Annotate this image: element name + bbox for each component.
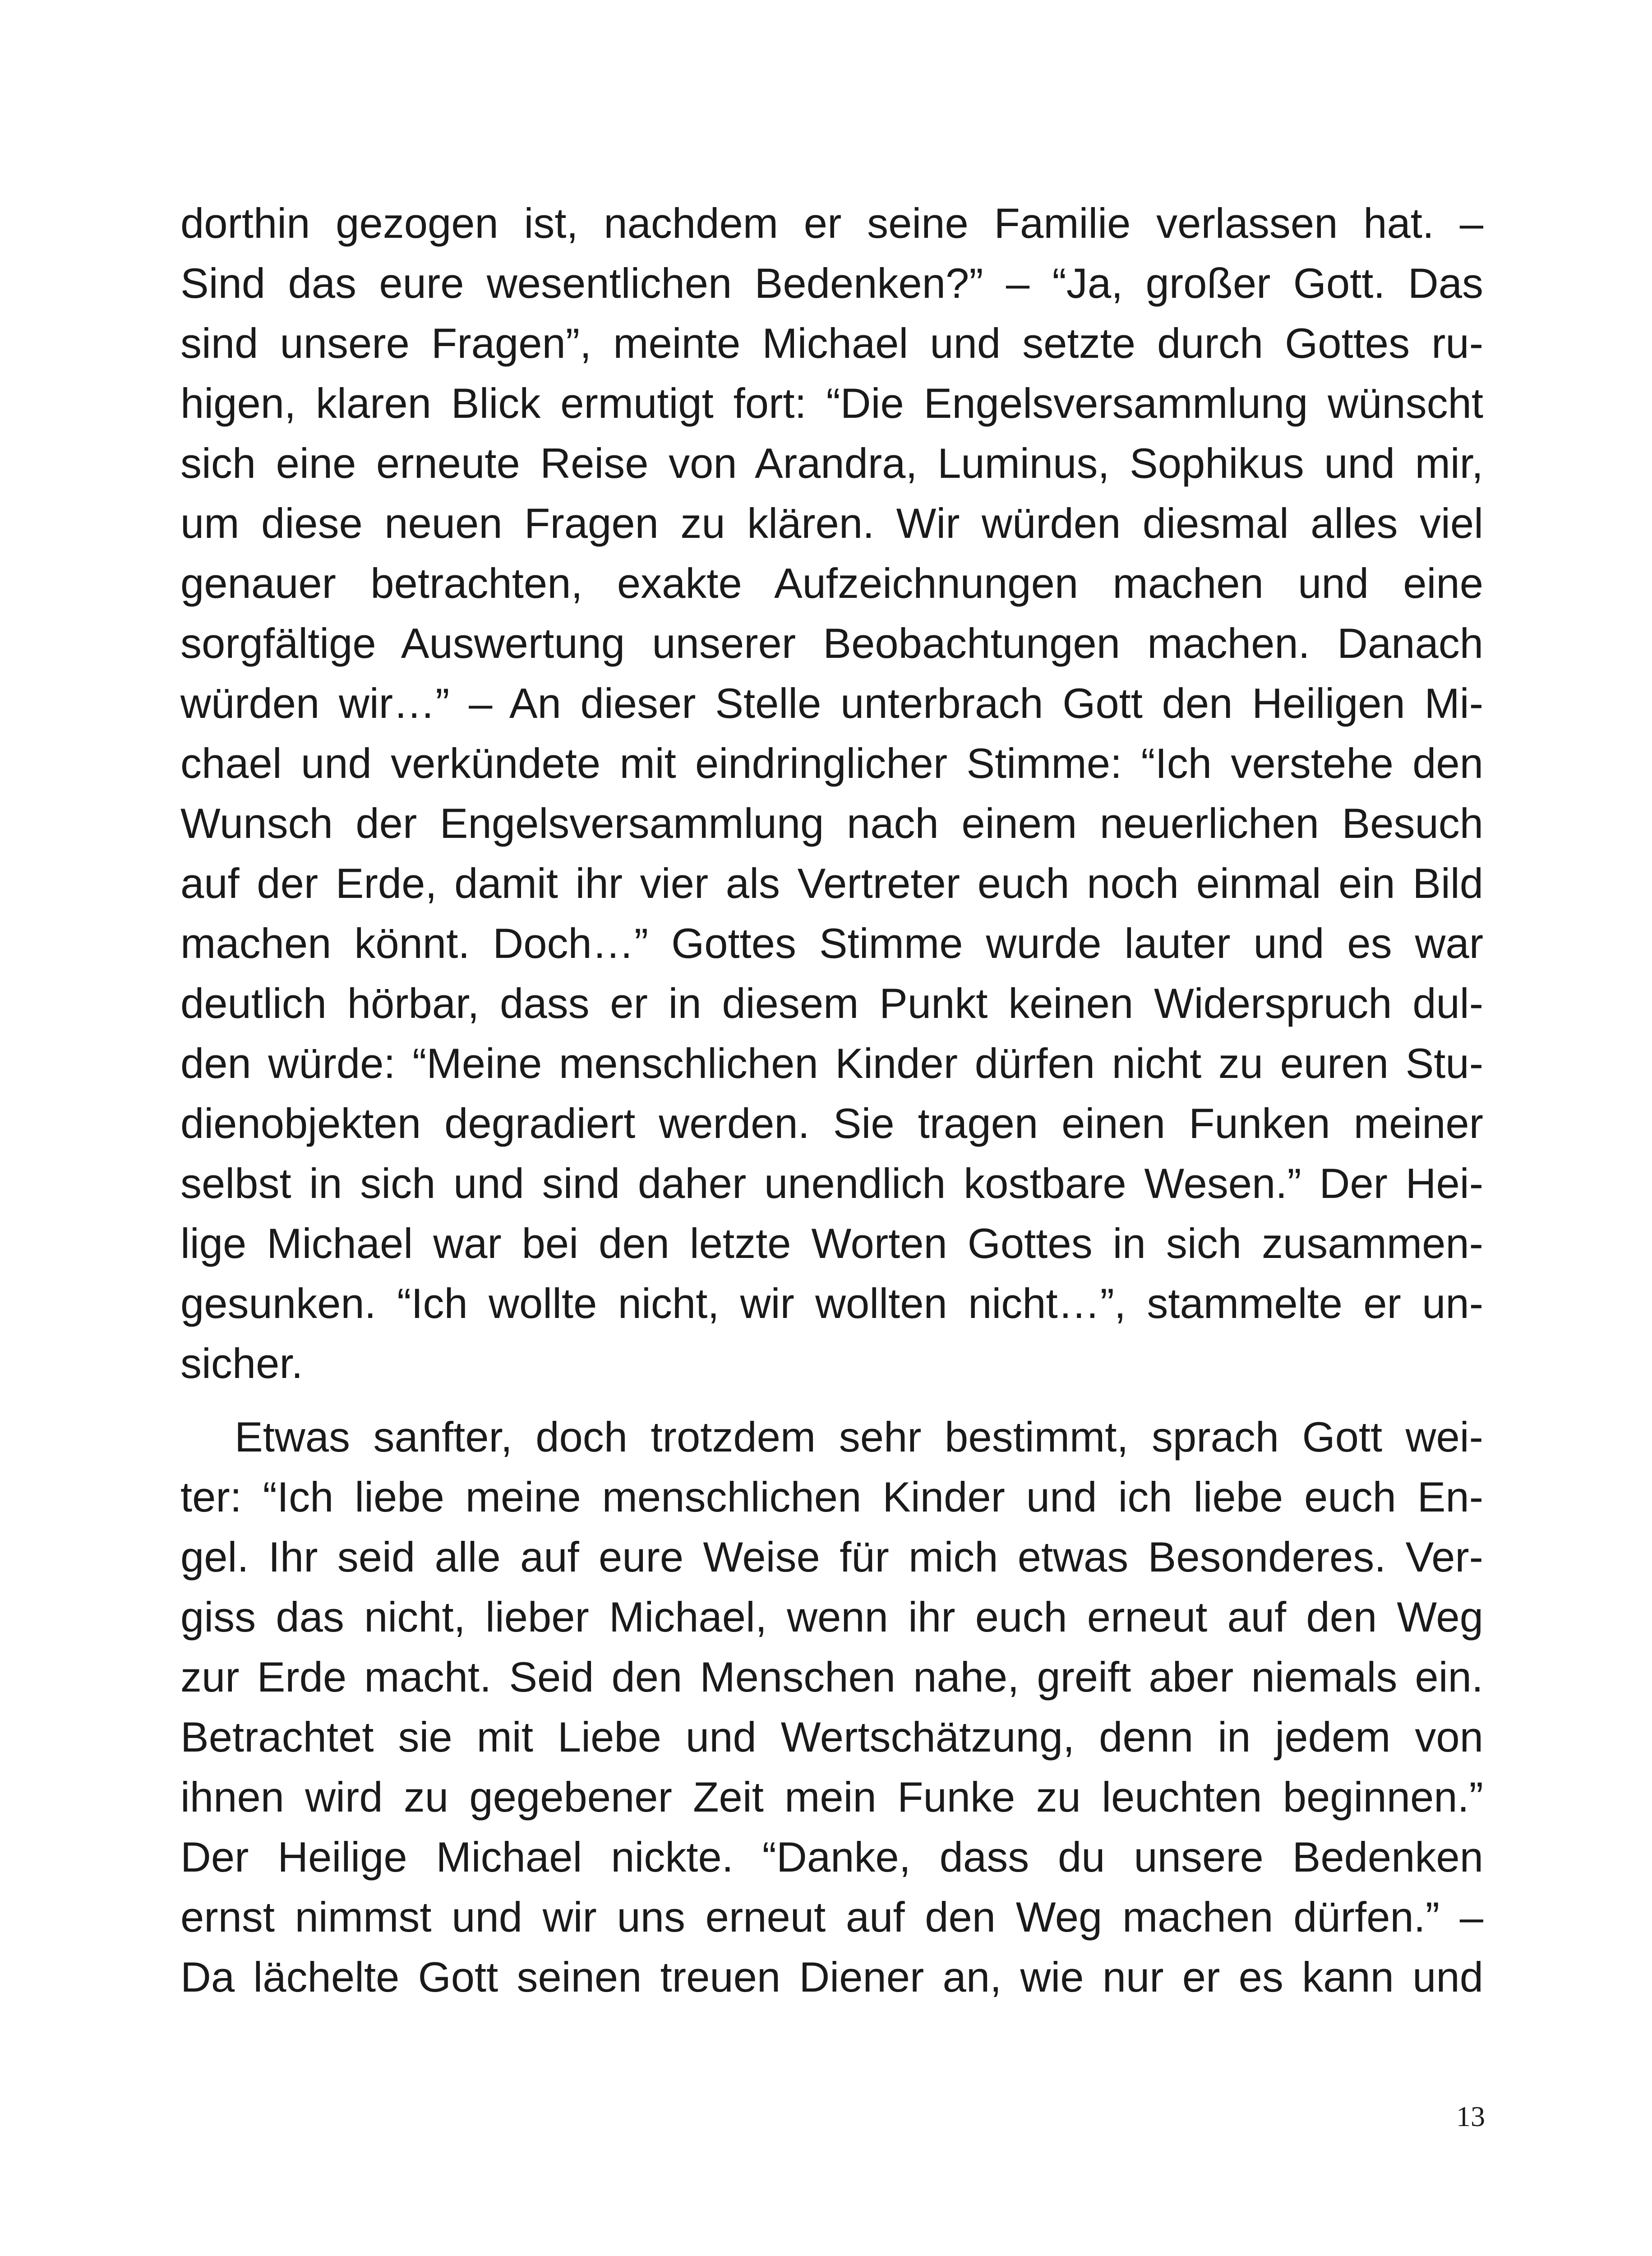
page-number: 13 [1456, 2100, 1485, 2132]
paragraph-spacer [180, 1393, 1483, 1407]
text-line: dienobjekten degradiert werden. Sie tragen einen Funken meiner [180, 1100, 1483, 1147]
paragraph-1 [180, 193, 1483, 1393]
text-line: zur Erde macht. Seid den Menschen nahe, greift aber niemals ein. [180, 1653, 1483, 1701]
text-line: deutlich hörbar, dass er in diesem Punkt keinen Widerspruch dul- [180, 980, 1483, 1027]
text-line: Der Heilige Michael nickte. “Danke, dass du unsere Bedenken [180, 1833, 1483, 1881]
text-line: sich eine erneute Reise von Arandra, Luminus, Sophikus und mir, [180, 439, 1483, 487]
text-line: machen könnt. Doch…” Gottes Stimme wurde lauter und es war [180, 920, 1483, 967]
text-line: sorgfältige Auswertung unserer Beobachtungen machen. Danach [180, 619, 1483, 667]
text-line: ter: “Ich liebe meine menschlichen Kinder und ich liebe euch En- [180, 1473, 1483, 1521]
text-line: ernst nimmst und wir uns erneut auf den Weg machen dürfen.” – [180, 1893, 1483, 1941]
text-line: Etwas sanfter, doch trotzdem sehr bestimmt, sprach Gott wei- [235, 1413, 1483, 1461]
text-line: chael und verkündete mit eindringlicher Stimme: “Ich verstehe den [180, 740, 1483, 787]
text-line: lige Michael war bei den letzte Worten Gottes in sich zusammen- [180, 1220, 1483, 1267]
text-line: selbst in sich und sind daher unendlich kostbare Wesen.” Der Hei- [180, 1160, 1483, 1207]
text-line: um diese neuen Fragen zu klären. Wir würden diesmal alles viel [180, 499, 1483, 547]
paragraph-2 [180, 1407, 1483, 2007]
text-line: higen, klaren Blick ermutigt fort: “Die Engelsversammlung wünscht [180, 379, 1483, 427]
text-line: Betrachtet sie mit Liebe und Wertschätzung, denn in jedem von [180, 1713, 1483, 1761]
text-line: würden wir…” – An dieser Stelle unterbrach Gott den Heiligen Mi- [180, 680, 1483, 727]
text-line: Wunsch der Engelsversammlung nach einem neuerlichen Besuch [180, 800, 1483, 847]
text-line: giss das nicht, lieber Michael, wenn ihr euch erneut auf den Weg [180, 1593, 1483, 1641]
text-line: gesunken. “Ich wollte nicht, wir wollten nicht…”, stammelte er un- [180, 1280, 1483, 1327]
text-line: Sind das eure wesentlichen Bedenken?” – “Ja, großer Gott. Das [180, 259, 1483, 307]
text-line: genauer betrachten, exakte Aufzeichnungen machen und eine [180, 559, 1483, 607]
text-line: sind unsere Fragen”, meinte Michael und setzte durch Gottes ru- [180, 319, 1483, 367]
text-line: dorthin gezogen ist, nachdem er seine Familie verlassen hat. – [180, 199, 1483, 247]
text-line: gel. Ihr seid alle auf eure Weise für mich etwas Besonderes. Ver- [180, 1533, 1483, 1581]
body-text [180, 193, 1483, 2007]
text-line: sicher. [180, 1340, 303, 1387]
text-line: auf der Erde, damit ihr vier als Vertreter euch noch einmal ein Bild [180, 860, 1483, 907]
text-line: ihnen wird zu gegebener Zeit mein Funke zu leuchten beginnen.” [180, 1773, 1483, 1821]
text-line: Da lächelte Gott seinen treuen Diener an, wie nur er es kann und [180, 1953, 1483, 2001]
text-line: den würde: “Meine menschlichen Kinder dürfen nicht zu euren Stu- [180, 1040, 1483, 1087]
